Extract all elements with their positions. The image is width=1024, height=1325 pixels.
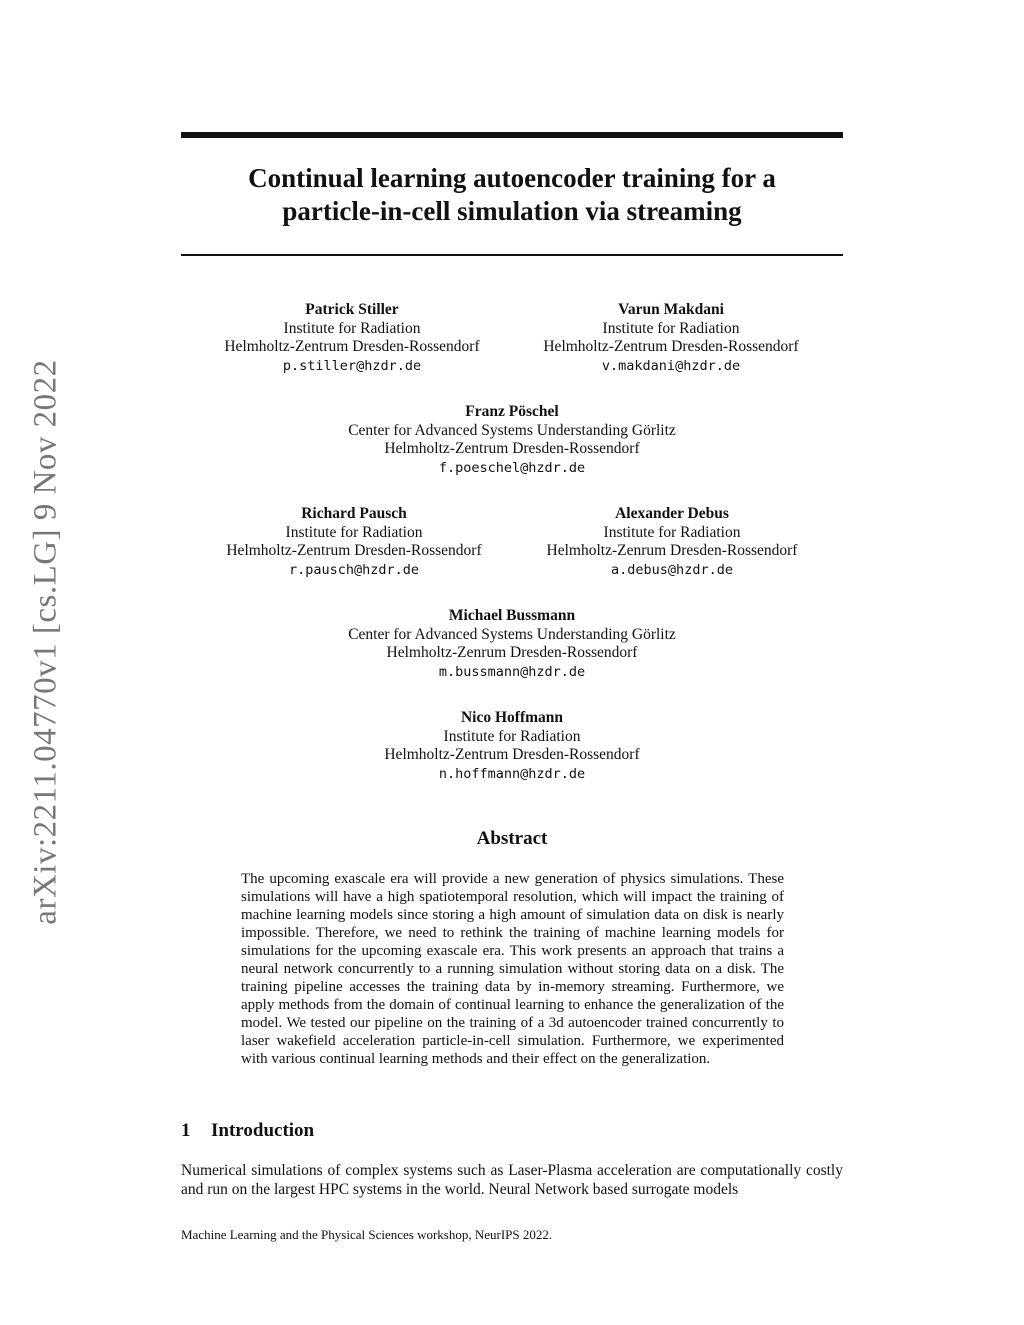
- author-block: [348, 607, 676, 681]
- section-title: Introduction: [211, 1120, 315, 1141]
- author-affiliation: Institute for Radiation: [603, 523, 741, 541]
- author-institution: Helmholtz-Zenrum Dresden-Rossendorf: [546, 542, 798, 559]
- title-line-1: Continual learning autoencoder training for a: [248, 163, 776, 193]
- author-institution: Helmholtz-Zentrum Dresden-Rossendorf: [543, 338, 799, 355]
- author-institution: Helmholtz-Zentrum Dresden-Rossendorf: [384, 746, 640, 763]
- author-email[interactable]: v.makdani@hzdr.de: [601, 357, 741, 374]
- abstract-heading: Abstract: [476, 828, 548, 849]
- paper-title: [181, 162, 843, 228]
- author-name: Nico Hoffmann: [460, 709, 564, 726]
- author-name: Michael Bussmann: [448, 607, 576, 624]
- author-institution: Helmholtz-Zentrum Dresden-Rossendorf: [384, 440, 640, 457]
- author-affiliation: Institute for Radiation: [283, 319, 421, 337]
- venue-footnote: Machine Learning and the Physical Sciences workshop, NeurIPS 2022.: [181, 1227, 553, 1242]
- author-name: Varun Makdani: [618, 301, 724, 318]
- author-name: Alexander Debus: [615, 505, 729, 522]
- author-block: [543, 301, 798, 375]
- author-institution: Helmholtz-Zenrum Dresden-Rossendorf: [386, 644, 638, 661]
- author-email[interactable]: n.hoffmann@hzdr.de: [438, 765, 586, 782]
- author-affiliation: Center for Advanced Systems Understanding Görlitz: [348, 625, 676, 643]
- author-name: Franz Pöschel: [465, 403, 559, 420]
- author-block: [384, 709, 639, 783]
- author-block: [224, 301, 479, 375]
- author-institution: Helmholtz-Zentrum Dresden-Rossendorf: [226, 542, 482, 559]
- author-institution: Helmholtz-Zentrum Dresden-Rossendorf: [224, 338, 480, 355]
- abstract-text: The upcoming exascale era will provide a new generation of physics simulations. These simulations will have a high spatiotemporal resolution, which will impact the training of machine learning models since storing a high amount of simulation data on disk is nearly impossible. Therefore, we need to rethink the training of machine learning models for simulations for the upcoming exascale era. This work presents an approach that trains a neural network concurrently to a running simulation without storing data on a disk. The training pipeline accesses the training data by in-memory streaming. Furthermore, we apply methods from the domain of continual learning to enhance the generalization of the model. We tested our pipeline on the training of a 3d autoencoder trained concurrently to laser wakefield acceleration particle-in-cell simulation. Furthermore, we experimented with various continual learning methods and their effect on the generalization.: [241, 871, 784, 1067]
- author-email[interactable]: p.stiller@hzdr.de: [282, 357, 422, 374]
- title-line-2: particle-in-cell simulation via streaming: [282, 196, 742, 226]
- introduction-text: Numerical simulations of complex systems such as Laser-Plasma acceleration are computationally costly and run on the largest HPC systems in the world. Neural Network based surrogate models: [181, 1162, 843, 1198]
- author-email[interactable]: f.poeschel@hzdr.de: [438, 459, 586, 476]
- author-name: Richard Pausch: [301, 505, 407, 522]
- author-affiliation: Center for Advanced Systems Understanding Görlitz: [348, 421, 676, 439]
- section-number: 1: [181, 1120, 191, 1141]
- author-affiliation: Institute for Radiation: [285, 523, 423, 541]
- author-email[interactable]: a.debus@hzdr.de: [611, 561, 733, 578]
- arxiv-identifier: arXiv:2211.04770v1 [cs.LG] 9 Nov 2022: [27, 359, 64, 925]
- author-affiliation: Institute for Radiation: [443, 727, 581, 745]
- author-email[interactable]: r.pausch@hzdr.de: [288, 561, 420, 578]
- author-block: [226, 505, 481, 579]
- author-affiliation: Institute for Radiation: [602, 319, 740, 337]
- section-heading-introduction: [181, 1120, 314, 1142]
- author-name: Patrick Stiller: [305, 301, 399, 318]
- author-email[interactable]: m.bussmann@hzdr.de: [438, 663, 586, 680]
- author-block: [547, 505, 798, 579]
- title-top-rule: [181, 132, 843, 138]
- title-bottom-rule: [181, 254, 843, 256]
- author-block: [348, 403, 676, 477]
